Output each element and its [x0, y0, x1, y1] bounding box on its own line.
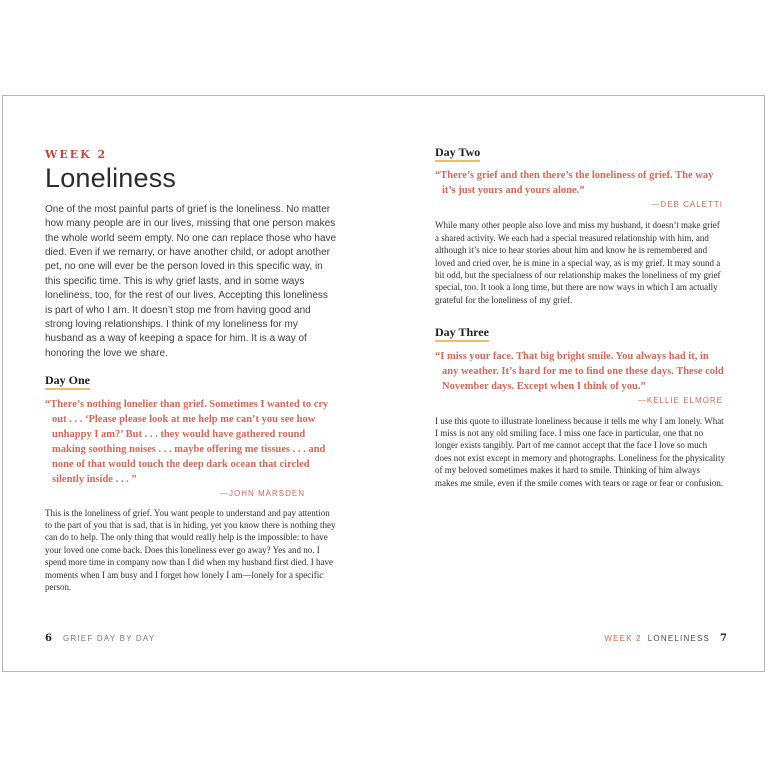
footer-right [604, 633, 727, 644]
day-three-heading [435, 325, 725, 339]
day-two-heading-text: Day Two [435, 145, 480, 162]
page-number-left: 6 [45, 633, 52, 644]
running-head-book-title: GRIEF DAY BY DAY [62, 634, 156, 643]
page-number-right: 7 [720, 633, 727, 644]
chapter-title: Loneliness [45, 163, 177, 193]
running-head-chapter: LONELINESS [647, 634, 711, 643]
day-one-quote-attribution: —JOHN MARSDEN [219, 488, 305, 498]
page-right [435, 145, 725, 489]
page-left [45, 148, 337, 593]
day-one-commentary: This is the loneliness of grief. You want people to understand and pay attention to the part of you that is sad, that is in hiding, yet you know there is nothing they can do to help. The only thing that would really help is the impossible: to have your loved one come back. Does this loneliness ever go away? Yes and no. I spend more time in company now than I did when my husband first died. I have moments when I am busy and I forget how lonely I am—lonely for a specific person. [45, 507, 336, 592]
day-one-heading [45, 373, 337, 387]
chapter-intro: One of the most painful parts of grief is the loneliness. No matter how many people are in our lives, missing that one person makes the whole world seem empty. No one can replace those who have died. Even if we remarry, or have another child, or adopt another pet, no one will ever be the person loved in this specific way, in this specific time. This is why grief lasts, and in some ways loneliness, too, for the rest of our lives. Accepting this loneliness is part of who I am. It doesn’t stop me from having good and strong loving relationships. I think of my loneliness for my husband as a way of keeping a space for him. It is a way of honoring the love we share. [45, 203, 337, 359]
day-two-commentary: While many other people also love and miss my husband, it doesn’t make grief a shared activity. We each had a special treasured relationship with him, and although it’s nice to hear stories about him and know he is remembered and loved and cried over, he is mine in a special way, as is my grief. It may sound a bit odd, but the specialness of our relationship makes the loneliness of my grief special, too. It took a long time, but there are now ways in which I am actually grateful for the loneliness of my grief. [435, 220, 721, 305]
footer-left [45, 633, 155, 644]
day-two-quote-attribution: —DEB CALETTI [651, 200, 723, 210]
day-two-heading [435, 145, 725, 159]
day-three-commentary: I use this quote to illustrate loneliness because it tells me why I am lonely. What I miss is not any old smiling face. I miss one face in particular, one that no longer exists tangibly. Part of me cannot accept that the face I love so much does not exist except in memory and photographs. Loneliness for the physicality of my beloved sometimes makes it hard to smile. Thinking of him always makes me smile, even if the smile comes with tears or rage or fear or confusion. [435, 415, 725, 488]
day-one-quote: “There’s nothing lonelier than grief. Sometimes I wanted to cry out . . . ‘Please please look at me help me can’t you see how unhappy I am?’ But . . . they would have gathered round making soothing noises . . . maybe offering me tissues . . . and none of that would touch the deep dark ocean that circled silently inside . . . ” [45, 398, 329, 485]
day-one-heading-text: Day One [45, 373, 90, 390]
page-spread-frame [2, 95, 765, 672]
day-three-heading-text: Day Three [435, 325, 489, 342]
day-two-quote: “There’s grief and then there’s the loneliness of grief. The way it’s just yours and yours alone.” [435, 170, 714, 197]
day-three-quote-attribution: —KELLIE ELMORE [637, 395, 723, 405]
week-label: WEEK 2 [45, 148, 108, 161]
running-head-week: WEEK 2 [604, 634, 642, 643]
day-three-quote: “I miss your face. That big bright smile. You always had it, in any weather. It’s hard for me to find one these days. These cold November days. Except when I think of you.” [435, 350, 724, 392]
